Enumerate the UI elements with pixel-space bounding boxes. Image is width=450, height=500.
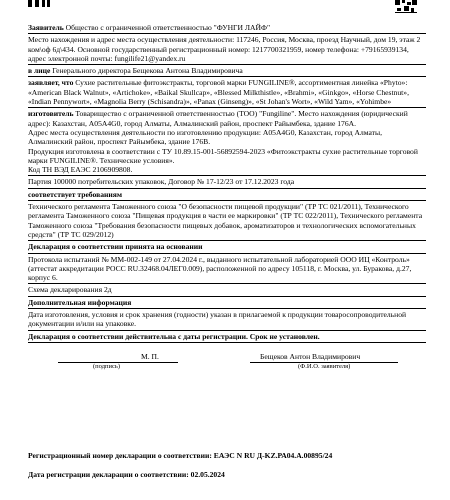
requirements-label-row	[28, 189, 426, 201]
scheme-row	[28, 284, 426, 296]
representative-row	[28, 65, 426, 77]
qr-code-icon	[395, 0, 417, 14]
declares-label: заявляет, что	[28, 78, 74, 88]
basis-label: Декларация о соответствии принята на основании	[28, 242, 203, 252]
additional-section	[28, 309, 426, 331]
manufacturer-text: Товарищество с ограниченной ответственностью (ТОО) "Fungiline". Место нахождения (юридический адрес): Казахстан, A05A4G0, город Алматы, Алмалинский район, проспект Райымбека, здание 176А.	[28, 109, 408, 128]
name-caption: (Ф.И.О. заявителя)	[298, 362, 351, 370]
requirements-section	[28, 201, 426, 241]
signature-block	[28, 349, 426, 373]
requirements-label: соответствует требованиям	[28, 189, 123, 199]
stamp-place-label: М. П.	[141, 351, 159, 361]
basis-text: Протокола испытаний № ММ-002-149 от 27.04.2024 г., выданного испытательной лабораторией ООО ИЦ «Контроль» (аттестат аккредитации РОСС RU.32468.04ЛЕГ0.009), расположенной по адресу 105118, г. Москва, ул. Буракова, д.27, корпус 6.	[28, 254, 412, 283]
applicant-row	[28, 22, 426, 34]
tnved-code: Код ТН ВЭД ЕАЭС 2106909808.	[28, 165, 133, 175]
representative-name: Генерального директора Бещекова Антона Владимировича	[50, 66, 243, 76]
declaration-document	[28, 22, 426, 373]
applicant-label: Заявитель	[28, 23, 64, 32]
representative-label: в лице	[28, 66, 51, 76]
eac-logo-mark	[28, 0, 52, 8]
basis-label-row	[28, 241, 426, 253]
production-address: Адрес места осуществления деятельности по изготовлению продукции: A05A4G0, Казахстан, город Алматы, Алмалинский район, проспект Райымбека, здание 176В.	[28, 127, 382, 147]
requirements-text: Технического регламента Таможенного союза "О безопасности пищевой продукции" (ТР ТС 021/2011), Технического регламента Таможенного союза "Пищевая продукция в части ее маркировки" (ТР ТС 022/2011), Технического регламента Таможенного союза "Требования безопасности пищевых добавок, ароматизаторов и технологических вспомогательных средств" (ТР ТС 029/2012)	[28, 202, 423, 239]
applicant-address-text: Место нахождения и адрес места осуществления деятельности: 117246, Россия, Москва, проезд Научный, дом 19, этаж 2 ком\оф 6д\434. Основной государственный регистрационный номер: 1217700321959, номер телефона: +79165939134, адрес электронной почты: fungilife21@yandex.ru	[28, 35, 421, 63]
applicant-name: Общество с ограниченной ответственностью "ФУНГИ ЛАЙФ"	[63, 23, 271, 32]
registration-date: Дата регистрации декларации о соответствии: 02.05.2024	[28, 470, 225, 479]
manufacturer-label: изготовитель	[28, 109, 74, 119]
validity-text: Декларация о соответствии действительна с даты регистрации. Срок не установлен.	[28, 331, 320, 341]
batch-row	[28, 176, 426, 188]
signature-caption: (подпись)	[93, 362, 120, 370]
additional-label: Дополнительная информация	[28, 297, 132, 307]
signer-name: Бещеков Антон Владимирович	[260, 351, 361, 361]
scheme-text: Схема декларирования 2д	[28, 285, 112, 295]
declares-text: Сухие растительные фитоэкстракты, торговой марки FUNGILINE®, ассортиментная линейка «Phyto»: «American Black Walnut», «Artichoke», «Baikal Skullcap», «Blessed Milkthistle», «Brahmi», «Ginkgo», «Horse Chestnut», «Indian Pennywort», «Magnolia Berry (Schisandra)», «Panax (Ginseng)», «St Johan's Wort», «Wild Yam», «Yohimbe»	[28, 78, 409, 107]
batch-text: Партия 100000 потребительских упаковок, Договор № 17-12/23 от 17.12.2023 года	[28, 177, 295, 187]
registration-number: Регистрационный номер декларации о соответствии: ЕАЭС N RU Д-KZ.РА04.А.00895/24	[28, 451, 333, 460]
product-standard: Продукция изготовлена в соответствии с ТУ 10.89.15-001-56892594-2023 «Фитоэкстракты сухие растительные торговой марки FUNGILINE®. Технические условия».	[28, 146, 418, 165]
declares-section	[28, 77, 426, 108]
validity-row	[28, 331, 426, 343]
basis-section	[28, 254, 426, 285]
additional-text: Дата изготовления, условия и срок хранения (годности) указан в прилагаемой к продукции товаросопроводительной документации и/или на упаковке.	[28, 310, 407, 329]
applicant-address	[28, 34, 426, 65]
additional-label-row	[28, 297, 426, 309]
manufacturer-section	[28, 108, 426, 176]
